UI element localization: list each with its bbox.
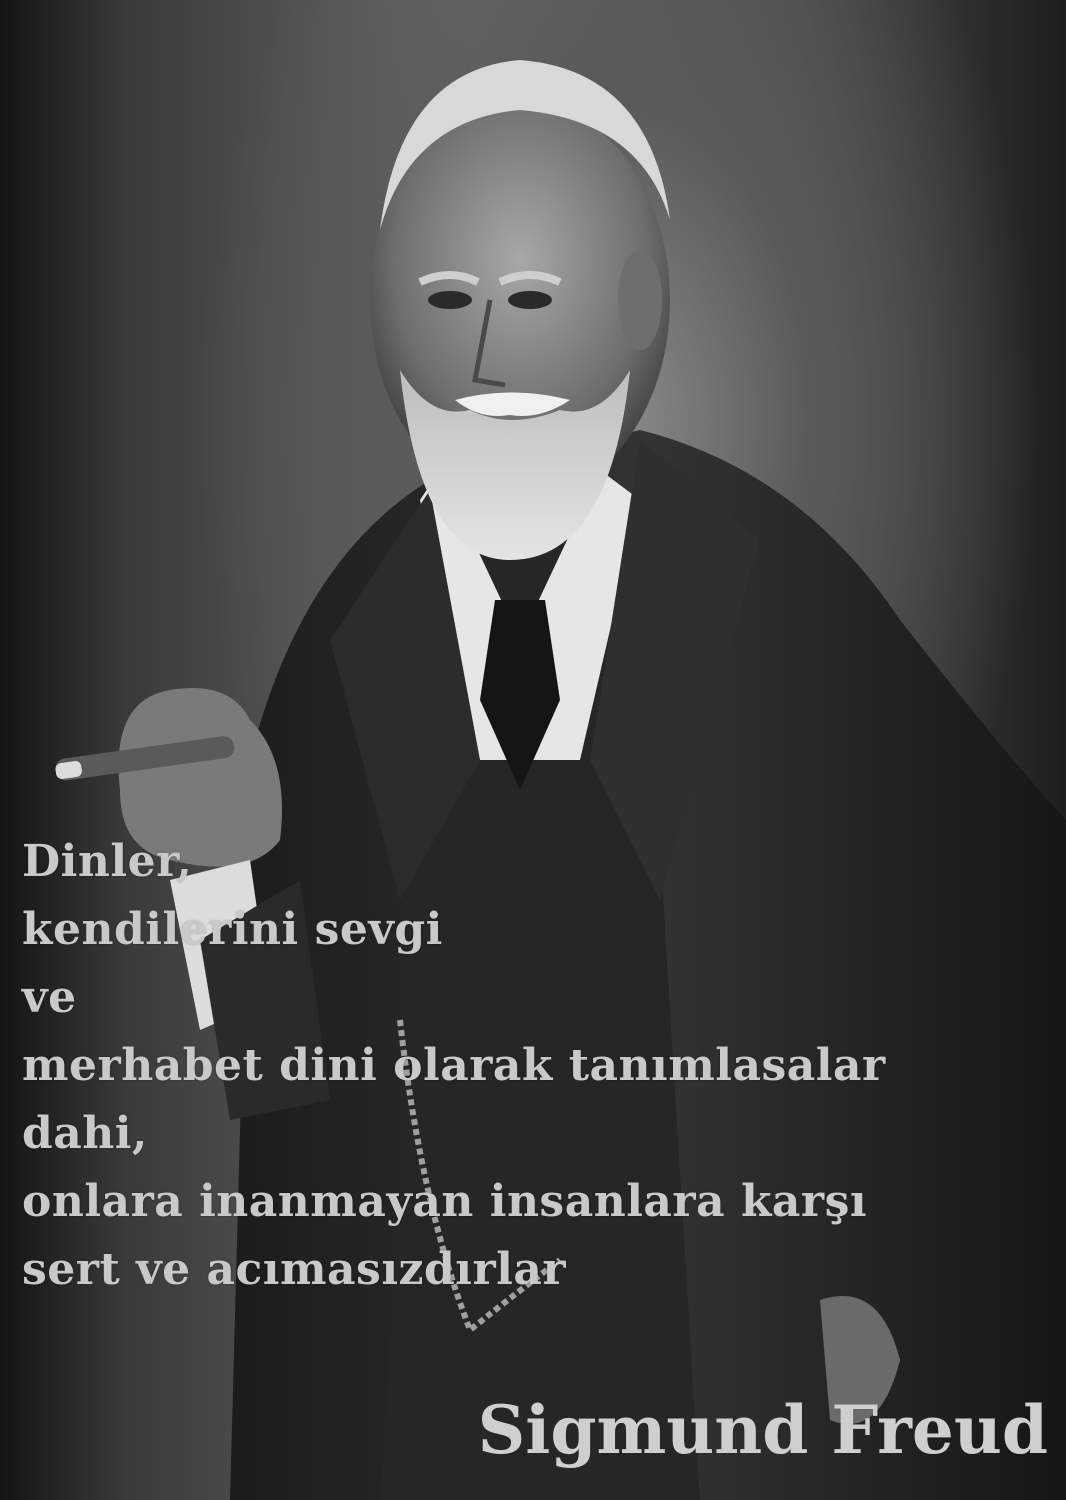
quote-text xyxy=(22,828,1062,1304)
quote-line: sert ve acımasızdırlar xyxy=(22,1244,567,1295)
ear xyxy=(618,250,662,350)
left-eye xyxy=(428,291,472,309)
author-name: Sigmund Freud xyxy=(477,1391,1048,1469)
quote-line: dahi, xyxy=(22,1108,148,1159)
quote-line: onlara inanmayan insanlara karşı xyxy=(22,1176,868,1227)
quote-line: merhabet dini olarak tanımlasalar xyxy=(22,1040,886,1091)
quote-line: Dinler, xyxy=(22,836,193,887)
right-eye xyxy=(508,291,552,309)
quote-line: ve xyxy=(22,972,77,1023)
quote-line: kendilerini sevgi xyxy=(22,904,443,955)
